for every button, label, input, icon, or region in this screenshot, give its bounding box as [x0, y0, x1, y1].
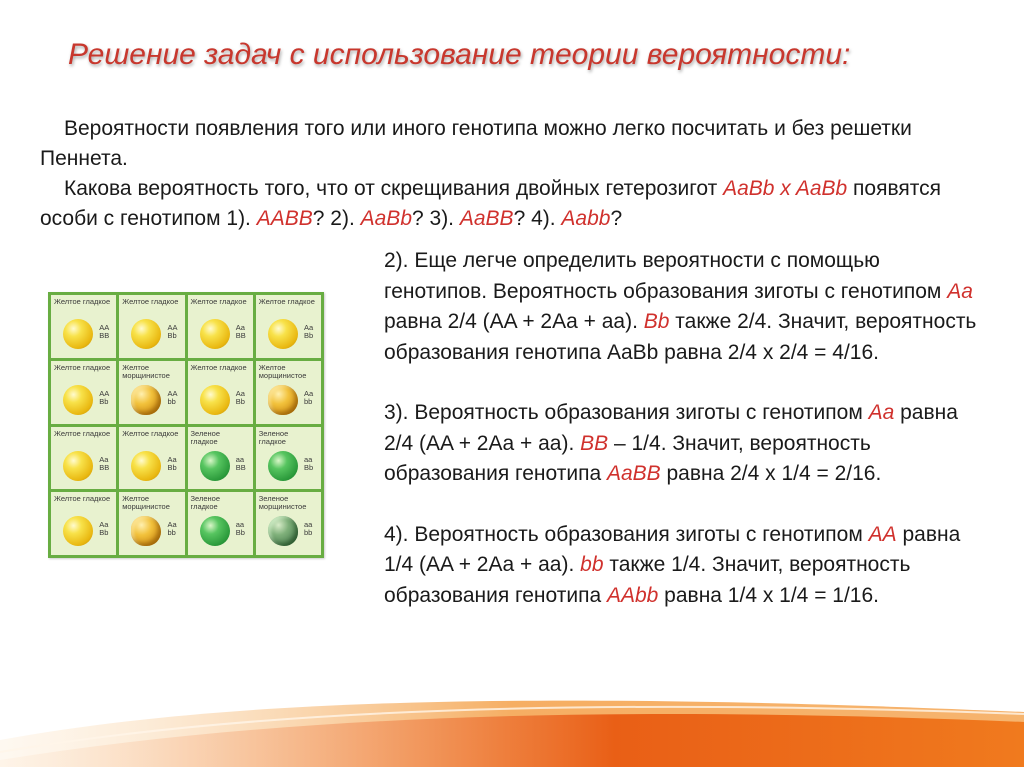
phenotype-label: Желтое гладкое: [122, 297, 179, 306]
genotype-b: Bb: [304, 331, 314, 340]
genotype-b: Bb: [167, 331, 177, 340]
punnett-cell: [188, 361, 253, 424]
yellow-smooth-pea-icon: [200, 385, 230, 415]
punnett-cell: [256, 427, 321, 490]
genotype-b: bb: [304, 396, 313, 406]
genotype-a: Aa: [304, 388, 314, 398]
phenotype-label: Желтое гладкое: [190, 362, 247, 372]
punnett-cell: [256, 492, 321, 555]
genotype-label: [99, 390, 112, 406]
punnett-cell: [119, 361, 184, 424]
yellow-wrinkled-pea-icon: [268, 385, 298, 415]
punnett-cell: [119, 427, 184, 490]
genotype-label: [236, 324, 249, 340]
phenotype-label: Зеленое гладкое: [190, 494, 220, 512]
punnett-cell: [51, 427, 116, 490]
punnett-cell: [119, 295, 184, 358]
phenotype-label: Желтое гладкое: [122, 428, 179, 438]
genotype-label: [236, 521, 249, 537]
phenotype-label: Зеленое гладкое: [190, 428, 220, 446]
yellow-wrinkled-pea-icon: [131, 385, 161, 415]
phenotype-label: Зеленое гладкое: [258, 428, 289, 446]
genotype-label: [99, 456, 112, 472]
genotype-b: Bb: [167, 462, 177, 472]
intro-question: Какова вероятность того, что от скрещивания двойных гетерозигот AaBb x AaBb появятся особи с генотипом 1). AABB? 2). AaBb? 3). AaBB? 4). Aabb?: [40, 177, 942, 230]
genotype-b: BB: [99, 331, 110, 340]
genotype-a: aa: [235, 454, 245, 464]
phenotype-label: Желтое морщинистое: [122, 494, 170, 512]
yellow-smooth-pea-icon: [131, 319, 161, 349]
yellow-smooth-pea-icon: [131, 451, 161, 481]
genotype-a: Aa: [99, 454, 109, 464]
yellow-smooth-pea-icon: [268, 319, 298, 349]
genotype-b: BB: [99, 462, 110, 472]
phenotype-label: Желтое гладкое: [54, 362, 111, 372]
genotype-a: AA: [99, 388, 110, 398]
genotype-label: [304, 521, 317, 537]
punnett-cell: [51, 492, 116, 555]
genotype-label: [304, 456, 317, 472]
genotype-a: AA: [167, 323, 178, 332]
phenotype-label: Желтое гладкое: [54, 297, 111, 306]
genotype-label: [168, 521, 181, 537]
genotype-a: Aa: [304, 323, 314, 332]
genotype-b: bb: [304, 528, 313, 538]
genotype-b: BB: [235, 331, 246, 340]
genotype-b: Bb: [99, 396, 109, 406]
phenotype-label: Желтое гладкое: [190, 297, 247, 306]
phenotype-label: Желтое морщинистое: [122, 362, 170, 380]
yellow-smooth-pea-icon: [63, 385, 93, 415]
genotype-b: bb: [167, 528, 176, 538]
intro-line-1: Вероятности появления того или иного генотипа можно легко посчитать и без решетки Пеннета.: [40, 117, 912, 170]
phenotype-label: Зеленое морщинистое: [258, 494, 307, 512]
genotype-label: [99, 521, 112, 537]
genotype-a: AA: [99, 323, 110, 332]
green-smooth-pea-icon: [200, 451, 230, 481]
punnett-cell: [119, 492, 184, 555]
phenotype-label: Желтое морщинистое: [258, 362, 307, 380]
yellow-smooth-pea-icon: [63, 516, 93, 546]
genotype-b: bb: [167, 396, 176, 406]
punnett-cell: [188, 295, 253, 358]
yellow-smooth-pea-icon: [200, 319, 230, 349]
punnett-cell: [256, 295, 321, 358]
genotype-a: Aa: [235, 323, 245, 332]
punnett-cell: [188, 427, 253, 490]
punnett-cell: [51, 361, 116, 424]
yellow-wrinkled-pea-icon: [131, 516, 161, 546]
genotype-label: [304, 324, 317, 340]
yellow-smooth-pea-icon: [63, 451, 93, 481]
genotype-b: Bb: [304, 462, 314, 472]
solution-paragraph-2: 2). Еще легче определить вероятности с помощью генотипов. Вероятность образования зиготы с генотипом Aa равна 2/4 (AA + 2Aa + aa). Bb также 2/4. Значит, вероятность образования генотипа AaBb равна 2/4 х 2/4 = 4/16.: [384, 249, 977, 364]
genotype-b: Bb: [235, 528, 245, 538]
phenotype-label: Желтое гладкое: [54, 494, 111, 504]
genotype-a: aa: [304, 454, 313, 464]
genotype-label: [99, 324, 112, 340]
genotype-label: [236, 456, 249, 472]
solution-text: [384, 246, 984, 611]
yellow-smooth-pea-icon: [63, 319, 93, 349]
punnett-cell: [256, 361, 321, 424]
phenotype-label: Желтое гладкое: [54, 428, 111, 438]
genotype-b: Bb: [99, 528, 109, 538]
solution-paragraph-3: 3). Вероятность образования зиготы с генотипом Aa равна 2/4 (AA + 2Aa + aa). BB – 1/4. Значит, вероятность образования генотипа AaBB равна 2/4 х 1/4 = 2/16.: [384, 401, 958, 485]
genotype-label: [168, 456, 181, 472]
green-wrinkled-pea-icon: [268, 516, 298, 546]
genotype-a: aa: [235, 520, 245, 530]
genotype-b: Bb: [235, 396, 245, 406]
slide-title: Решение задач с использование теории вероятности:: [68, 38, 851, 71]
genotype-label: [236, 390, 249, 406]
genotype-label: [304, 390, 317, 406]
phenotype-label: Желтое гладкое: [258, 297, 315, 306]
genotype-a: Aa: [99, 520, 109, 530]
genotype-a: AA: [167, 388, 178, 398]
punnett-cell: [51, 295, 116, 358]
punnett-cell: [188, 492, 253, 555]
genotype-a: Aa: [167, 520, 177, 530]
genotype-a: Aa: [167, 454, 177, 464]
punnett-square: [48, 292, 324, 558]
genotype-label: [168, 390, 181, 406]
green-smooth-pea-icon: [268, 451, 298, 481]
genotype-a: aa: [304, 520, 313, 530]
genotype-label: [168, 324, 181, 340]
green-smooth-pea-icon: [200, 516, 230, 546]
genotype-a: Aa: [235, 388, 245, 398]
solution-paragraph-4: 4). Вероятность образования зиготы с генотипом AA равна 1/4 (AA + 2Aa + aa). bb также 1/4. Значит, вероятность образования генотипа AAbb равна 1/4 х 1/4 = 1/16.: [384, 522, 961, 607]
intro-text: [40, 114, 970, 234]
genotype-b: BB: [235, 462, 246, 472]
